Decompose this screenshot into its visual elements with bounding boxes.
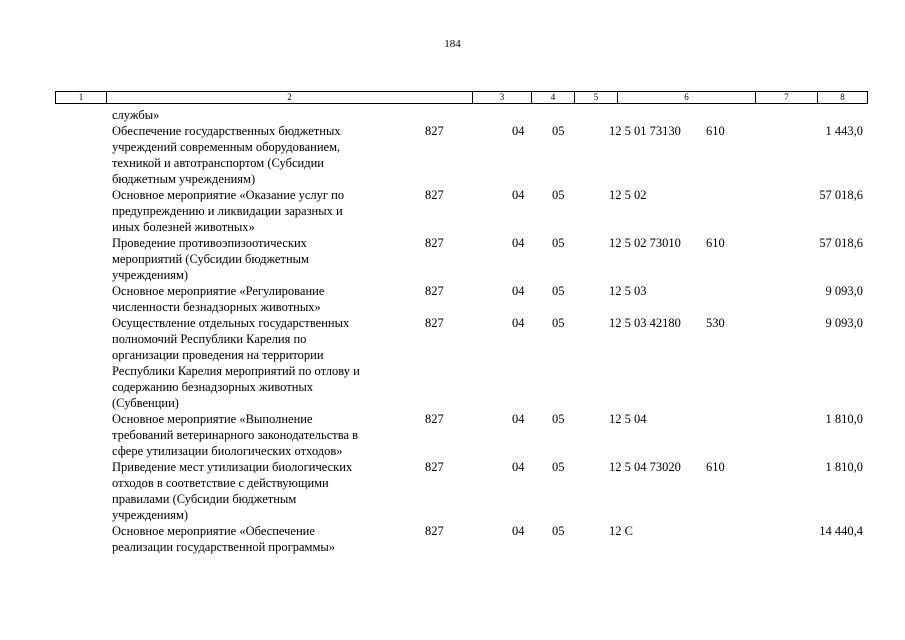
row-name: Основное мероприятие «Выполнение требований ветеринарного законодательства в сфере утилизации биологических отходов»: [112, 412, 359, 458]
table-row: [55, 315, 868, 411]
table-row: [55, 523, 868, 555]
row-grbs: 827: [425, 524, 444, 538]
column-header-4: 4: [532, 92, 575, 103]
table-row: [55, 235, 868, 283]
row-name: Основное мероприятие «Регулирование численности безнадзорных животных»: [112, 284, 325, 314]
row-vr: 610: [706, 124, 725, 138]
row-rz: 04: [512, 188, 525, 202]
row-name: Основное мероприятие «Обеспечение реализации государственной программы»: [112, 524, 336, 554]
row-csr: 12 5 02 73010: [609, 236, 681, 250]
row-grbs: 827: [425, 124, 444, 138]
row-vr: 610: [706, 460, 725, 474]
row-grbs: 827: [425, 284, 444, 298]
row-pr: 05: [552, 412, 565, 426]
table-row: [55, 123, 868, 187]
row-sum: 1 443,0: [825, 124, 863, 138]
row-vr: 610: [706, 236, 725, 250]
table-row: [55, 411, 868, 459]
row-pr: 05: [552, 236, 565, 250]
row-grbs: 827: [425, 412, 444, 426]
row-name: Осуществление отдельных государственных полномочий Республики Карелия по организации проведения на территории Республики Карелия мероприятий по отлову и содержанию безнадзорных животных (Субвенции): [112, 316, 360, 410]
row-pr: 05: [552, 524, 565, 538]
column-header-1: 1: [56, 92, 107, 103]
row-sum: 1 810,0: [825, 460, 863, 474]
row-csr: 12 5 03: [609, 284, 647, 298]
table-body: [55, 107, 868, 555]
column-header-5: 5: [575, 92, 618, 103]
row-name: Обеспечение государственных бюджетных учреждений современным оборудованием, техникой и автотранспортом (Субсидии бюджетным учреждениям): [112, 124, 341, 186]
row-sum: 9 093,0: [825, 284, 863, 298]
row-csr: 12 5 02: [609, 188, 647, 202]
table-row: [55, 459, 868, 523]
column-header-6: 6: [618, 92, 756, 103]
row-grbs: 827: [425, 188, 444, 202]
row-grbs: 827: [425, 236, 444, 250]
row-csr: 12 5 04: [609, 412, 647, 426]
row-rz: 04: [512, 316, 525, 330]
row-sum: 57 018,6: [819, 236, 863, 250]
row-grbs: 827: [425, 316, 444, 330]
row-csr: 12 5 01 73130: [609, 124, 681, 138]
column-header-3: 3: [473, 92, 532, 103]
row-pr: 05: [552, 284, 565, 298]
row-sum: 14 440,4: [819, 524, 863, 538]
row-name: Основное мероприятие «Оказание услуг по предупреждению и ликвидации заразных и иных болезней животных»: [112, 188, 345, 234]
table-header: [55, 91, 868, 104]
row-name: Проведение противоэпизоотических мероприятий (Субсидии бюджетным учреждениям): [112, 236, 309, 282]
table-row: [55, 283, 868, 315]
row-rz: 04: [512, 460, 525, 474]
row-rz: 04: [512, 524, 525, 538]
row-rz: 04: [512, 236, 525, 250]
row-sum: 1 810,0: [825, 412, 863, 426]
column-header-8: 8: [840, 92, 845, 102]
row-rz: 04: [512, 284, 525, 298]
row-name: службы»: [112, 108, 160, 122]
table-row: [55, 107, 868, 123]
row-vr: 530: [706, 316, 725, 330]
column-header-7: 7: [756, 92, 818, 103]
row-rz: 04: [512, 412, 525, 426]
row-pr: 05: [552, 316, 565, 330]
row-csr: 12 С: [609, 524, 633, 538]
row-grbs: 827: [425, 460, 444, 474]
row-sum: 57 018,6: [819, 188, 863, 202]
column-header-2: 2: [107, 92, 473, 103]
row-csr: 12 5 04 73020: [609, 460, 681, 474]
row-pr: 05: [552, 460, 565, 474]
table-row: [55, 187, 868, 235]
row-csr: 12 5 03 42180: [609, 316, 681, 330]
row-pr: 05: [552, 124, 565, 138]
row-sum: 9 093,0: [825, 316, 863, 330]
page-number: 184: [444, 38, 461, 50]
row-rz: 04: [512, 124, 525, 138]
row-name: Приведение мест утилизации биологических отходов в соответствие с действующими правилами (Субсидии бюджетным учреждениям): [112, 460, 353, 522]
row-pr: 05: [552, 188, 565, 202]
